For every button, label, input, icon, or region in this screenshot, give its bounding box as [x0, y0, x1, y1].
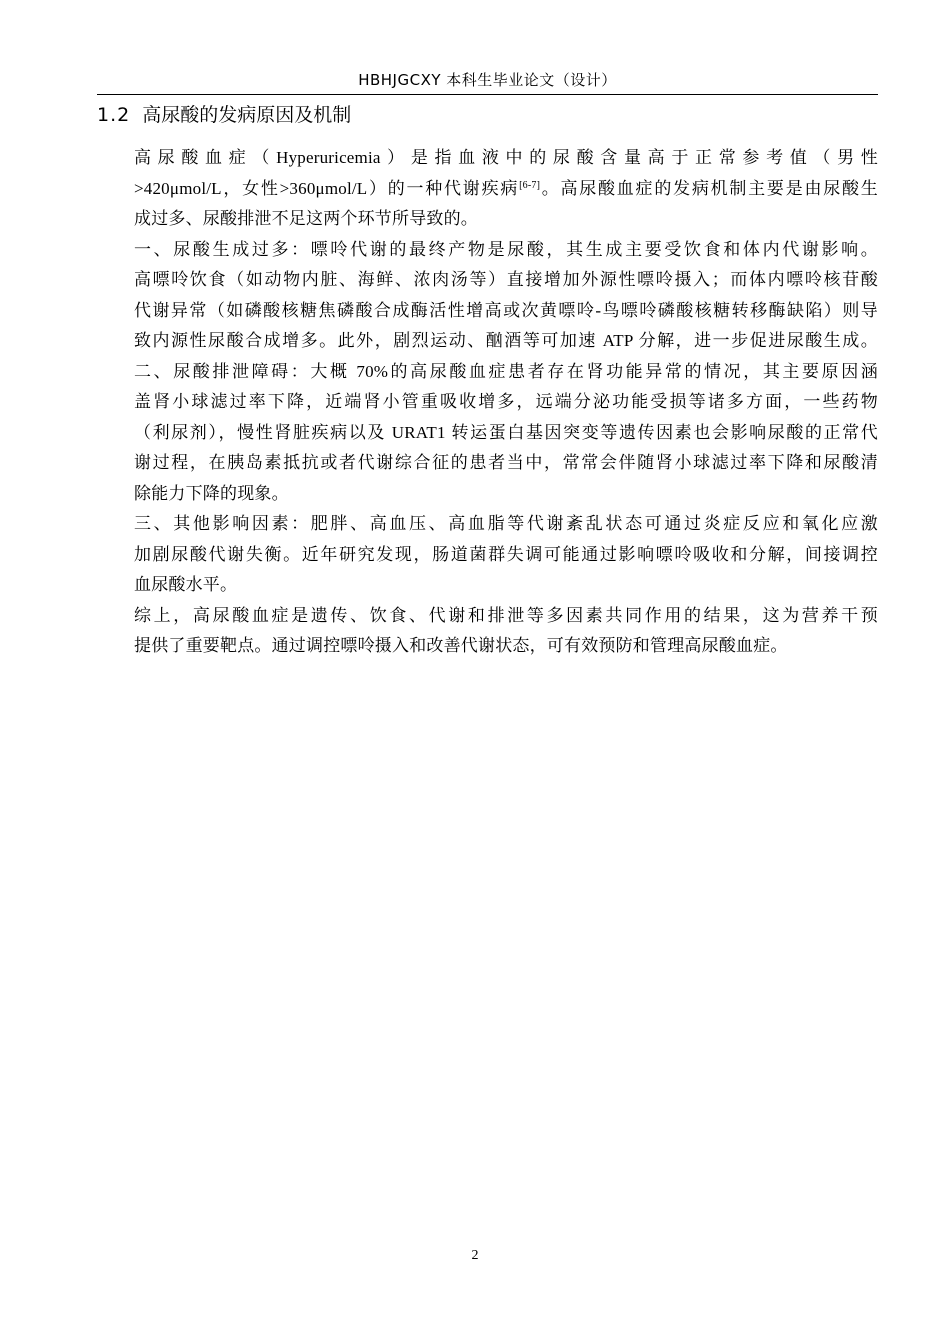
paragraph-summary	[97, 601, 878, 662]
text-line: 加剧尿酸代谢失衡。近年研究发现，肠道菌群失调可能通过影响嘌呤吸收和分解，间接调控	[134, 544, 878, 564]
text-line: 二、尿酸排泄障碍：大概 70%的高尿酸血症患者存在肾功能异常的情况，其主要原因涵	[134, 361, 878, 381]
section-number: 1.2	[97, 104, 131, 126]
text-line: 高尿酸血症（Hyperuricemia）是指血液中的尿酸含量高于正常参考值（男性	[134, 148, 878, 167]
page-number: 2	[471, 1248, 479, 1263]
text-line: 盖肾小球滤过率下降，近端肾小管重吸收增多，远端分泌功能受损等诸多方面，一些药物	[134, 392, 878, 411]
header-rule	[97, 94, 878, 95]
text-line: 除能力下降的现象。	[134, 483, 289, 503]
section-title: 高尿酸的发病原因及机制	[142, 104, 352, 126]
citation-marker: [6-7]	[519, 179, 541, 191]
text-run: >420μmol/L，女性>360μmol/L）的一种代谢疾病	[134, 178, 520, 198]
text-line: 成过多、尿酸排泄不足这两个环节所导致的。	[134, 209, 478, 228]
text-line: 一、尿酸生成过多：嘌呤代谢的最终产物是尿酸，其生成主要受饮食和体内代谢影响。	[134, 239, 878, 259]
text-line: （利尿剂），慢性肾脏疾病以及 URAT1 转运蛋白基因突变等遗传因素也会影响尿酸的正常代	[134, 422, 878, 442]
paragraph-excretion	[97, 357, 878, 510]
text-line: 代谢异常（如磷酸核糖焦磷酸合成酶活性增高或次黄嘌呤-鸟嘌呤磷酸核糖转移酶缺陷）则导	[134, 300, 878, 320]
text-line: 高嘌呤饮食（如动物内脏、海鲜、浓肉汤等）直接增加外源性嘌呤摄入；而体内嘌呤核苷酸	[134, 270, 878, 289]
paragraph-definition	[97, 143, 878, 235]
text-run: 。高尿酸血症的发病机制主要是由尿酸生	[540, 178, 878, 198]
text-line: 综上，高尿酸血症是遗传、饮食、代谢和排泄等多因素共同作用的结果，这为营养干预	[134, 605, 878, 625]
text-line	[97, 174, 878, 205]
body-text	[97, 143, 878, 662]
section-heading	[97, 101, 878, 129]
text-line: 提供了重要靶点。通过调控嘌呤摄入和改善代谢状态，可有效预防和管理高尿酸血症。	[134, 636, 788, 655]
text-line: 谢过程，在胰岛素抵抗或者代谢综合征的患者当中，常常会伴随肾小球滤过率下降和尿酸清	[134, 453, 878, 472]
running-header: HBHJGCXY 本科生毕业论文（设计）	[358, 71, 617, 89]
text-line: 三、其他影响因素：肥胖、高血压、高血脂等代谢紊乱状态可通过炎症反应和氧化应激	[134, 514, 878, 533]
text-line: 致内源性尿酸合成增多。此外，剧烈运动、酗酒等可加速 ATP 分解，进一步促进尿酸生成。	[134, 331, 878, 350]
paragraph-overproduction	[97, 235, 878, 357]
text-line: 血尿酸水平。	[134, 575, 238, 594]
paragraph-other-factors	[97, 509, 878, 601]
